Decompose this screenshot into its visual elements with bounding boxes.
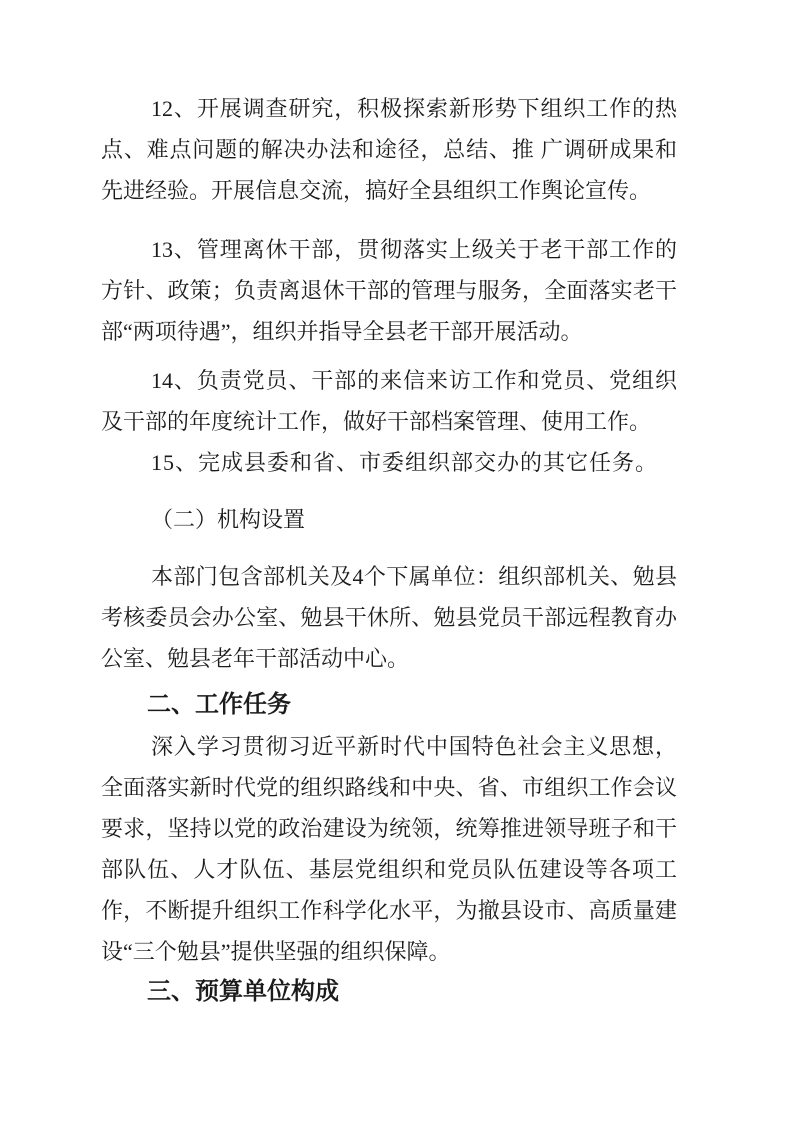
subsection-heading-organization-setup: （二）机构设置 bbox=[151, 507, 306, 532]
paragraph-organization-units: 本部门包含部机关及4个下属单位：组织部机关、勉县考核委员会办公室、勉县干休所、勉县党员干部远程教育办公室、勉县老年干部活动中心。 bbox=[101, 564, 677, 671]
paragraph-item-15: 15、完成县委和省、市委组织部交办的其它任务。 bbox=[151, 450, 659, 475]
paragraph-work-tasks: 深入学习贯彻习近平新时代中国特色社会主义思想，全面落实新时代党的组织路线和中央、省、市组织工作会议要求，坚持以党的政治建设为统领，统筹推进领导班子和干部队伍、人才队伍、基层党组织和党员队伍建设等各项工作，不断提升组织工作科学化水平，为撤县设市、高质量建设“三个勉县”提供坚强的组织保障。 bbox=[101, 734, 677, 964]
paragraph-item-13: 13、管理离休干部，贯彻落实上级关于老干部工作的方针、政策；负责离退休干部的管理与服务，全面落实老干部“两项待遇”，组织并指导全县老干部开展活动。 bbox=[101, 237, 677, 344]
paragraph-item-14: 14、负责党员、干部的来信来访工作和党员、党组织及干部的年度统计工作，做好干部档案管理、使用工作。 bbox=[101, 368, 677, 434]
section-heading-budget-unit-composition: 三、预算单位构成 bbox=[147, 979, 339, 1005]
section-heading-work-tasks: 二、工作任务 bbox=[147, 692, 291, 718]
paragraph-item-12: 12、开展调查研究，积极探索新形势下组织工作的热点、难点问题的解决办法和途径，总结、推 广调研成果和先进经验。开展信息交流，搞好全县组织工作舆论宣传。 bbox=[101, 96, 677, 203]
